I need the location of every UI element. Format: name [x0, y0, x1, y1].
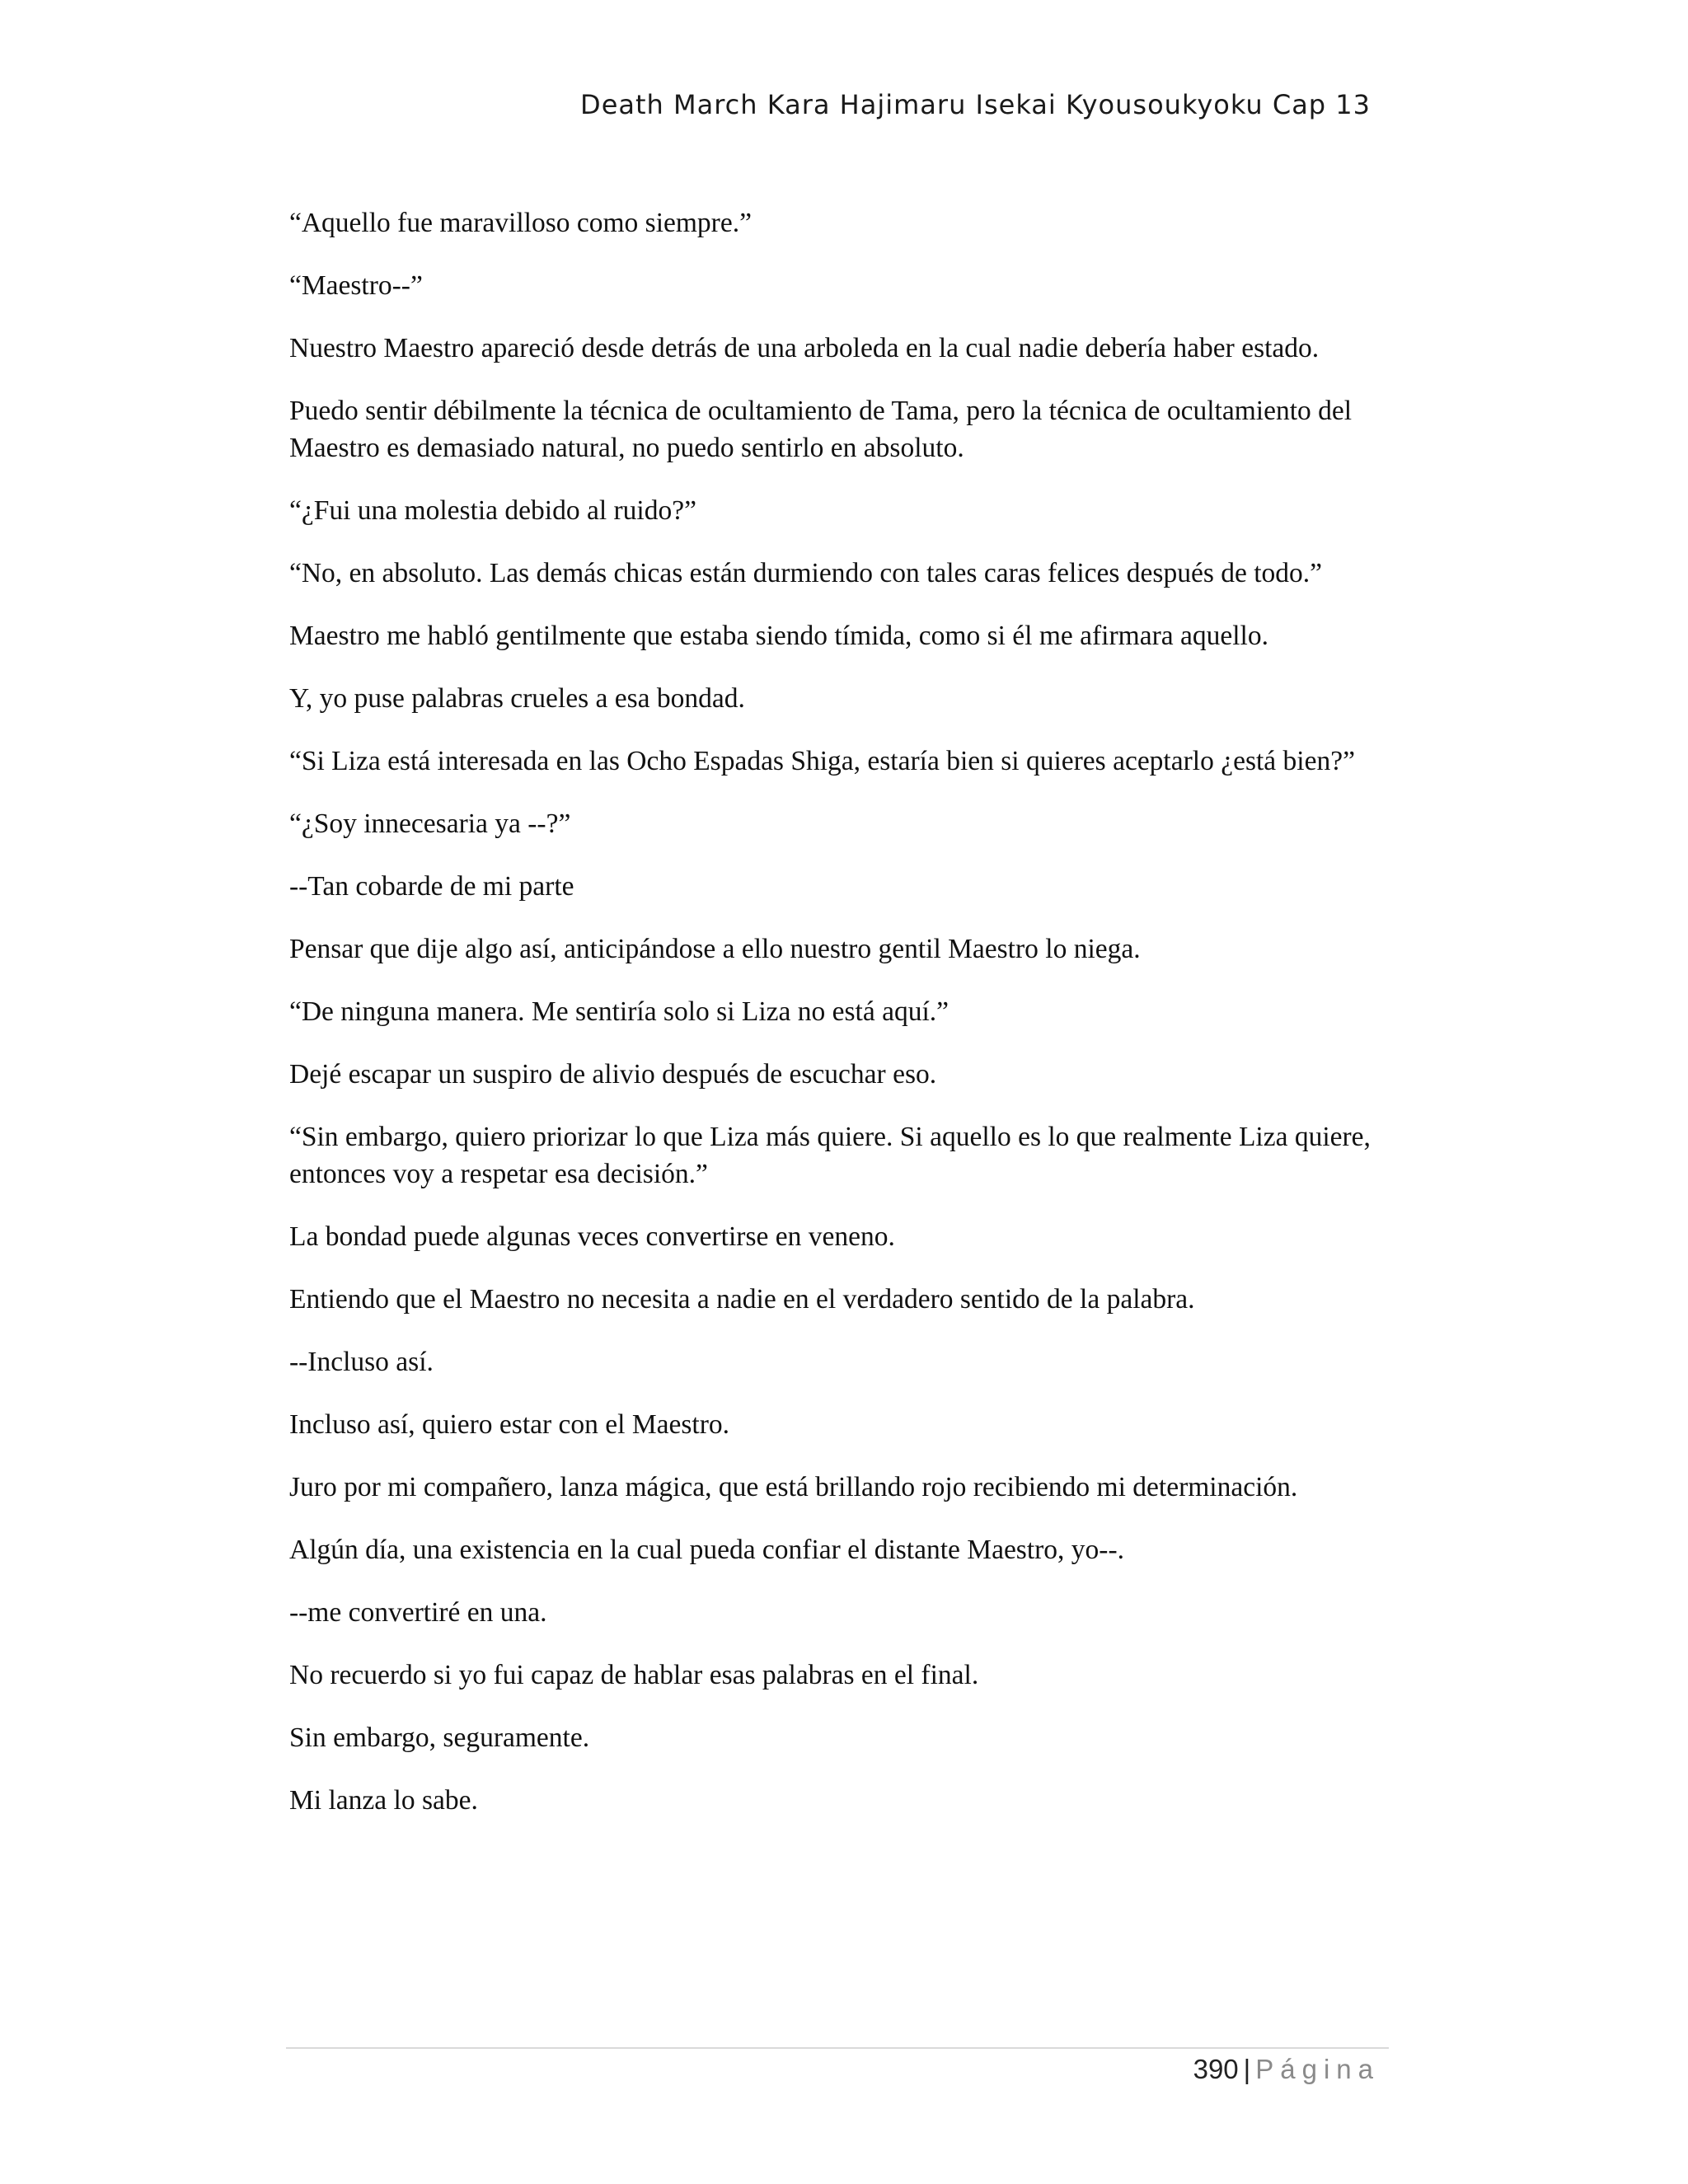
paragraph: “Maestro--” — [289, 270, 423, 301]
paragraph: Entiendo que el Maestro no necesita a nadie en el verdadero sentido de la palabra. — [289, 1284, 1195, 1315]
paragraph: --Incluso así. — [289, 1347, 434, 1377]
paragraph: “No, en absoluto. Las demás chicas están durmiendo con tales caras felices después de todo.” — [289, 558, 1323, 588]
page-label: Página — [1255, 2054, 1380, 2084]
paragraph: “¿Fui una molestia debido al ruido?” — [289, 495, 696, 526]
paragraph: “¿Soy innecesaria ya --?” — [289, 808, 571, 839]
body-text — [289, 204, 1398, 1844]
page-number: 390 — [1193, 2054, 1239, 2084]
paragraph: “Aquello fue maravilloso como siempre.” — [289, 208, 752, 238]
paragraph: Sin embargo, seguramente. — [289, 1722, 590, 1753]
paragraph: Pensar que dije algo así, anticipándose a ello nuestro gentil Maestro lo niega. — [289, 934, 1141, 964]
paragraph: Incluso así, quiero estar con el Maestro. — [289, 1409, 729, 1440]
paragraph: “Si Liza está interesada en las Ocho Espadas Shiga, estaría bien si quieres aceptarlo ¿está bien?” — [289, 746, 1355, 776]
paragraph: --Tan cobarde de mi parte — [289, 871, 574, 902]
paragraph: La bondad puede algunas veces convertirse en veneno. — [289, 1221, 895, 1252]
paragraph: Juro por mi compañero, lanza mágica, que está brillando rojo recibiendo mi determinación. — [289, 1472, 1298, 1502]
paragraph: Algún día, una existencia en la cual pueda confiar el distante Maestro, yo--. — [289, 1535, 1124, 1565]
paragraph: Y, yo puse palabras crueles a esa bondad. — [289, 683, 745, 714]
paragraph: Mi lanza lo sabe. — [289, 1785, 478, 1816]
paragraph: Maestro me habló gentilmente que estaba siendo tímida, como si él me afirmara aquello. — [289, 621, 1268, 651]
paragraph: Nuestro Maestro apareció desde detrás de una arboleda en la cual nadie debería haber estado. — [289, 333, 1320, 363]
paragraph: Puedo sentir débilmente la técnica de ocultamiento de Tama, pero la técnica de ocultamiento del Maestro es demasiado natural, no puedo sentirlo en absoluto. — [289, 396, 1353, 463]
page-footer — [1193, 2049, 1380, 2090]
paragraph: --me convertiré en una. — [289, 1597, 547, 1628]
footer-separator: | — [1243, 2054, 1251, 2084]
running-header: Death March Kara Hajimaru Isekai Kyousoukyoku Cap 13 — [580, 89, 1371, 120]
paragraph: No recuerdo si yo fui capaz de hablar esas palabras en el final. — [289, 1660, 979, 1690]
paragraph: Dejé escapar un suspiro de alivio después de escuchar eso. — [289, 1059, 937, 1090]
paragraph: “De ninguna manera. Me sentiría solo si Liza no está aquí.” — [289, 996, 950, 1027]
paragraph: “Sin embargo, quiero priorizar lo que Liza más quiere. Si aquello es lo que realmente Liza quiere, entonces voy a respetar esa decisión.” — [289, 1122, 1371, 1189]
